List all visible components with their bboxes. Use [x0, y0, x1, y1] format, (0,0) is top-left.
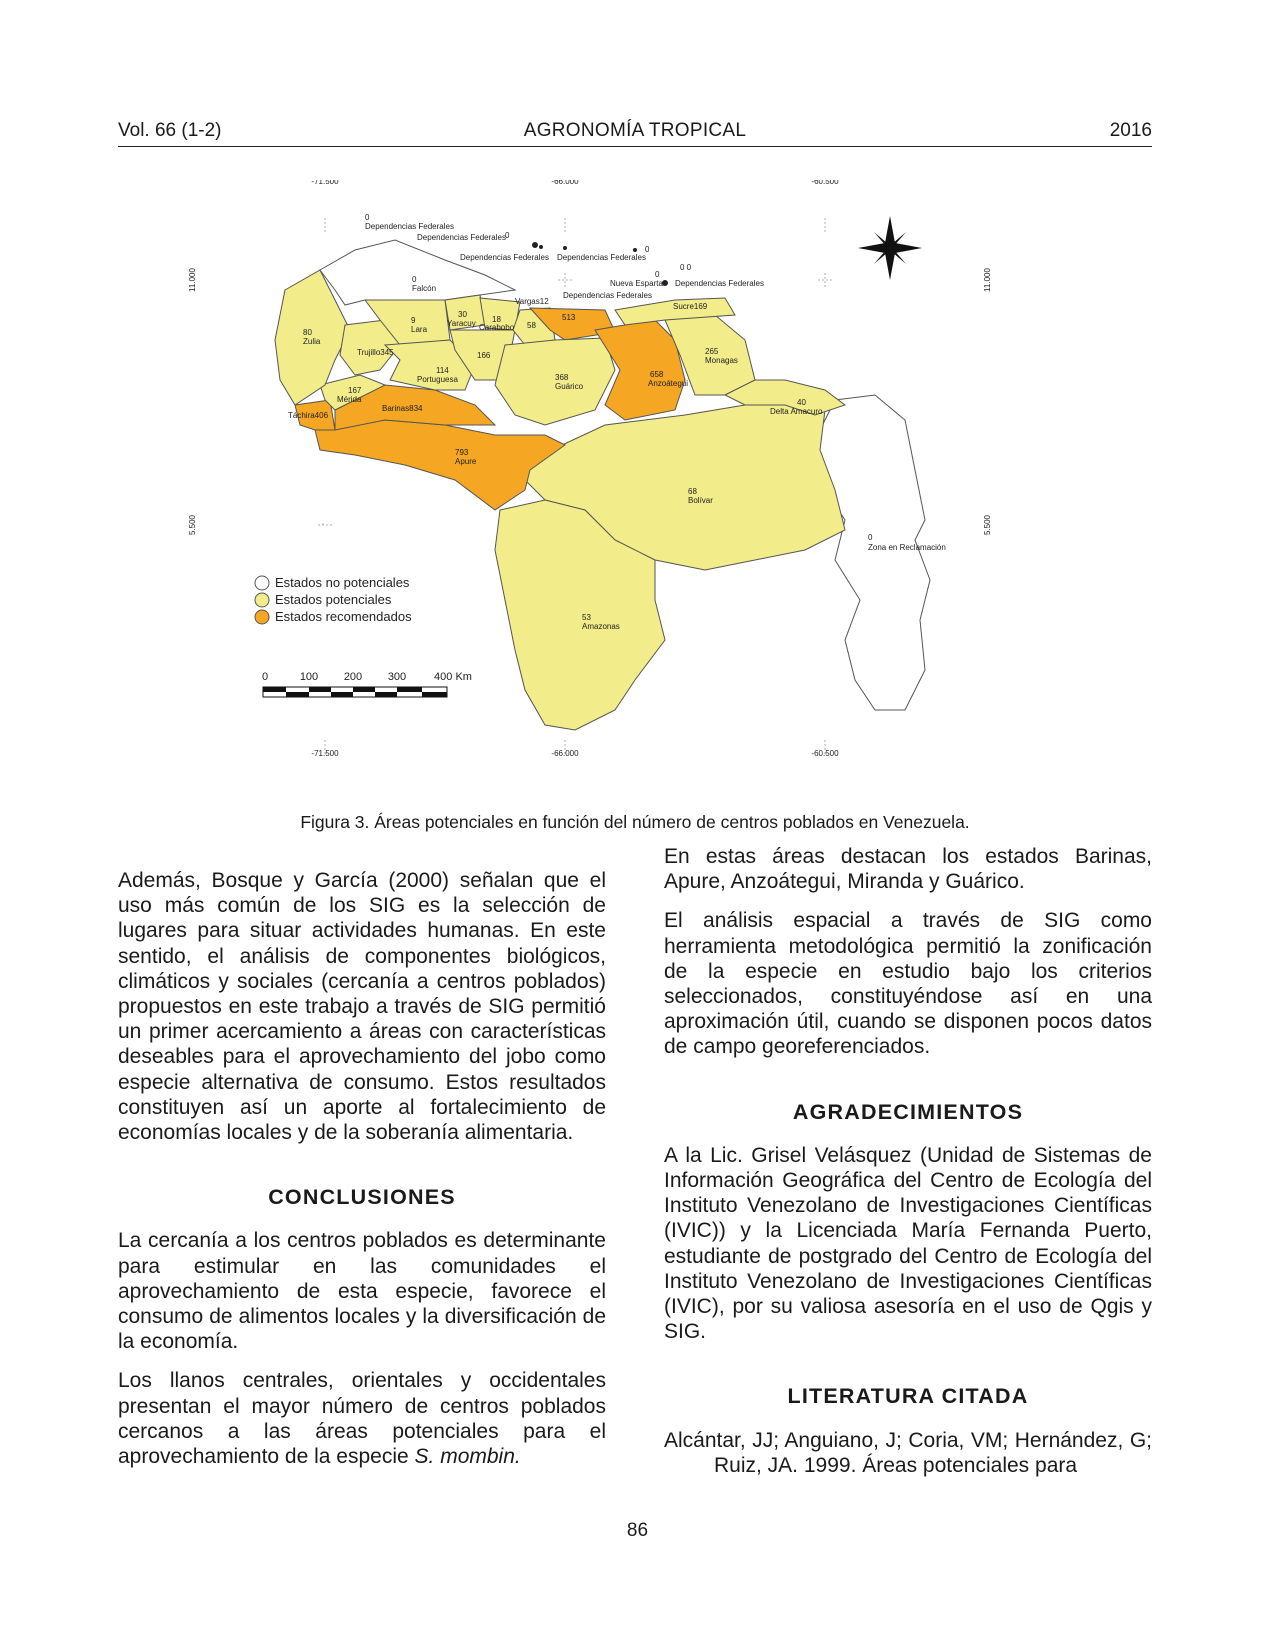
state-label-value: 0 — [505, 231, 510, 240]
section-heading-agradecimientos: AGRADECIMIENTOS — [792, 1099, 1024, 1124]
paragraph-text: Los llanos centrales, orientales y occidentales presentan el mayor número de centros poblados cercanos a las áreas potenciales para el aprovechamiento de la especie — [118, 1369, 606, 1469]
state-label-value: Táchira406 — [288, 411, 329, 420]
year-label: 2016 — [1109, 120, 1152, 141]
running-header — [118, 120, 1152, 147]
paragraph: La cercanía a los centros poblados es determinante para estimular en las comunidades el aprovechamiento de esta especie, favorece el consumo de alimentos locales y la diversificación de la economía. — [118, 1229, 606, 1354]
state-label-value: 114 — [436, 366, 449, 375]
legend-swatch-no-potencial — [255, 576, 269, 590]
state-label-value: Trujillo345 — [357, 348, 394, 357]
left-column — [118, 868, 606, 1483]
state-label-value: 166 — [477, 351, 491, 360]
state-label-name: Bolívar — [688, 496, 713, 505]
species-name: S. mombin. — [414, 1445, 521, 1469]
state-label-name: Carabobo — [479, 323, 515, 332]
legend-label: Estados potenciales — [275, 592, 392, 607]
reference-entry: Alcántar, JJ; Anguiano, J; Coria, VM; Hernández, G; Ruiz, JA. 1999. Áreas potenciales para — [664, 1428, 1152, 1477]
coord-top-2: -66.000 — [551, 180, 579, 186]
legend-swatch-recomendado — [255, 610, 269, 624]
paragraph: En estas áreas destacan los estados Barinas, Apure, Anzoátegui, Miranda y Guárico. — [664, 845, 1152, 894]
legend-label: Estados recomendados — [275, 609, 412, 624]
compass-star-icon — [858, 216, 922, 280]
map-legend — [255, 575, 412, 624]
state-label-value: 513 — [562, 313, 576, 322]
coord-bottom-3: -60.500 — [811, 749, 839, 758]
state-label-name: Dependencias Federales — [557, 253, 646, 262]
state-label-name: Lara — [411, 325, 428, 334]
state-label-name: Guárico — [555, 382, 584, 391]
journal-title: AGRONOMÍA TROPICAL — [523, 120, 747, 141]
right-column — [664, 844, 1152, 1492]
coord-left-1: 11.000 — [188, 268, 197, 292]
state-label-value: 368 — [555, 373, 569, 382]
coord-bottom-2: -66.000 — [551, 749, 579, 758]
svg-text:200: 200 — [343, 671, 363, 683]
state-label-name: Dependencias Federales — [563, 291, 652, 300]
state-label-value: 9 — [411, 316, 416, 325]
paragraph: El análisis espacial a través de SIG como herramienta metodológica permitió la zonificación de la especie en estudio bajo los criterios seleccionados, constituyéndose así en una aproximación útil, cuando se disponen pocos datos de campo georeferenciados. — [664, 909, 1152, 1059]
state-label-value: 0 — [868, 533, 873, 542]
coord-top-3: -60.500 — [811, 180, 839, 186]
coord-bottom-1: -71.500 — [311, 749, 339, 758]
zona-reclamacion-shape — [815, 395, 930, 710]
state-label-name: Mérida — [337, 395, 362, 404]
svg-text:0: 0 — [261, 671, 269, 683]
scale-bar — [262, 671, 472, 697]
page-number: 86 — [626, 1520, 649, 1541]
paragraph: Además, Bosque y García (2000) señalan que el uso más común de los SIG es la selección de lugares para situar actividades humanas. En este sentido, el análisis de componentes biológicos, climáticos y sociales (cercanía a centros poblados) propuestos en este trabajo a través de SIG permitió un primer acercamiento a áreas con características deseables para el aprovechamiento del jobo como especie alternativa de consumo. Estos resultados constituyen así un aporte al fortalecimiento de economías locales y de la soberanía alimentaria. — [118, 869, 606, 1145]
section-heading-conclusiones: CONCLUSIONES — [268, 1185, 456, 1210]
coord-left-2: 5.500 — [188, 514, 197, 536]
paragraph: A la Lic. Grisel Velásquez (Unidad de Sistemas de Información Geográfica del Centro de Ecología del Instituto Venezolano de Investigaciones Científicas (IVIC)) y la Licenciada María Fernanda Puerto, estudiante de postgrado del Centro de Ecología del Instituto Venezolano de Investigaciones Científicas (IVIC), por su valiosa asesoría en el uso de Qgis y SIG. — [664, 1143, 1152, 1344]
legend-label: Estados no potenciales — [275, 575, 410, 590]
state-label-value: 265 — [705, 347, 719, 356]
state-label-name: Yaracuy — [447, 319, 476, 328]
state-label-name: Dependencias Federales — [460, 253, 549, 262]
state-label-value: 0 — [645, 245, 650, 254]
legend-swatch-potencial — [255, 593, 269, 607]
state-label-name: Falcón — [412, 284, 437, 293]
paragraph — [118, 1368, 606, 1469]
state-label-value: 0 — [655, 270, 660, 279]
apure-shape — [315, 420, 565, 510]
state-label-name: Dependencias Federales — [675, 279, 764, 288]
state-label-value: 30 — [458, 310, 467, 319]
svg-text:400 Km: 400 Km — [434, 671, 472, 683]
state-label-value: Vargas12 — [515, 297, 549, 306]
state-label-value: 0 — [412, 275, 417, 284]
volume-label: Vol. 66 (1-2) — [118, 120, 222, 141]
venezuela-map-figure — [185, 180, 1085, 800]
state-label-value: 53 — [582, 613, 591, 622]
state-label-value: 80 — [303, 328, 312, 337]
state-label-name: Dependencias Federales — [365, 222, 454, 231]
section-heading-literatura: LITERATURA CITADA — [787, 1384, 1029, 1409]
state-label-value: 0 — [365, 213, 370, 222]
map-svg — [185, 180, 1085, 800]
state-label-name: Zulia — [303, 337, 321, 346]
state-label-name: Anzoátegui — [648, 379, 689, 388]
coord-top-1: -71.500 — [311, 180, 339, 186]
falcon-shape — [320, 240, 515, 305]
state-label-name: Portuguesa — [417, 375, 458, 384]
state-label-value: 68 — [688, 487, 697, 496]
state-label-name: Monagas — [705, 356, 738, 365]
state-label-value: 0 0 — [680, 263, 692, 272]
state-label-name: Amazonas — [582, 622, 620, 631]
state-label-value: 167 — [348, 386, 362, 395]
state-label-name: Zona en Reclamación — [868, 543, 946, 552]
state-polygons — [275, 240, 930, 730]
state-label-name: Dependencias Federales — [417, 233, 506, 242]
svg-text:100: 100 — [299, 671, 319, 683]
figure-caption: Figura 3. Áreas potenciales en función del número de centros poblados en Venezuela. — [300, 812, 970, 832]
coord-right-1: 11.000 — [983, 268, 992, 292]
state-label-value: 58 — [527, 321, 536, 330]
state-label-name: Delta Amacuro — [770, 407, 823, 416]
state-label-value: 18 — [492, 315, 501, 324]
state-label-value: 658 — [650, 370, 664, 379]
state-label-value: 40 — [797, 398, 806, 407]
state-label-name: Nueva Esparta — [610, 279, 663, 288]
state-label-value: 793 — [455, 448, 469, 457]
coord-right-2: 5.500 — [983, 514, 992, 536]
state-label-name: Apure — [455, 457, 477, 466]
svg-text:300: 300 — [387, 671, 407, 683]
state-label-value: Sucre169 — [673, 302, 708, 311]
state-label-value: Barinas834 — [382, 404, 423, 413]
